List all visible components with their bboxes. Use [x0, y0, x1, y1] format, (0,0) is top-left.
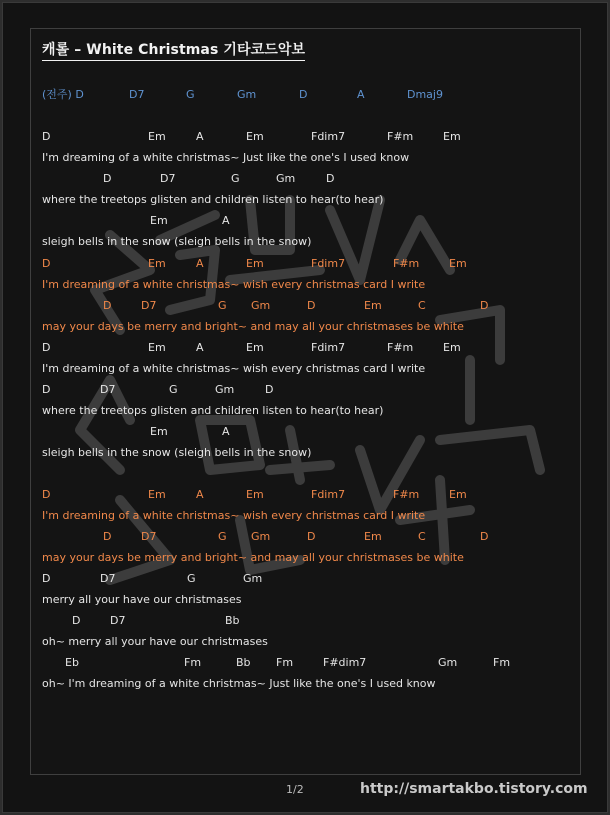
chord: D7	[141, 299, 157, 312]
chord: F#m	[387, 341, 414, 354]
chord: Gm	[237, 88, 257, 101]
chord: Fdim7	[311, 341, 346, 354]
chord: D	[42, 383, 51, 396]
lyric-line	[0, 234, 560, 250]
chord: D	[307, 299, 316, 312]
lyric-line	[0, 361, 560, 377]
lyric-text: merry all your have our christmases	[42, 593, 242, 606]
chord: G	[218, 530, 227, 543]
lyric-line	[0, 445, 560, 461]
chord: D	[307, 530, 316, 543]
chord: Gm	[243, 572, 263, 585]
chord: Em	[246, 257, 264, 270]
chord: Em	[148, 130, 166, 143]
chord: A	[222, 214, 230, 227]
chord: Em	[443, 341, 461, 354]
chord: Fdim7	[311, 488, 346, 501]
chord: Em	[449, 488, 467, 501]
lyric-line	[0, 403, 560, 419]
chord: D7	[100, 572, 116, 585]
chord: D7	[100, 383, 116, 396]
chord: Fm	[276, 656, 294, 669]
chord: Bb	[236, 656, 251, 669]
lyric-line	[0, 319, 560, 335]
chord: Gm	[438, 656, 458, 669]
lyric-line	[0, 676, 560, 692]
lyric-line	[0, 150, 560, 166]
chord-line	[0, 487, 560, 503]
chord: D	[299, 88, 308, 101]
page-title: 캐롤 – White Christmas 기타코드악보	[42, 39, 305, 61]
chord: D	[480, 299, 489, 312]
chord: F#m	[387, 130, 414, 143]
chord: D7	[141, 530, 157, 543]
chord: A	[196, 130, 204, 143]
chord-line	[0, 340, 560, 356]
chord: Gm	[251, 530, 271, 543]
chord: Em	[246, 488, 264, 501]
lyric-line	[0, 277, 560, 293]
chord: D	[42, 257, 51, 270]
lyric-line	[0, 508, 560, 524]
chord: Em	[246, 341, 264, 354]
chord: F#m	[393, 257, 420, 270]
chord: Fdim7	[311, 130, 346, 143]
lyric-text: where the treetops glisten and children listen to hear(to hear)	[42, 404, 384, 417]
chord: Em	[443, 130, 461, 143]
chord-line	[0, 424, 560, 440]
chord: A	[357, 88, 365, 101]
chord: D	[326, 172, 335, 185]
chord-line	[0, 298, 560, 314]
chord: Em	[148, 257, 166, 270]
chord-line	[0, 129, 560, 145]
chord: D	[480, 530, 489, 543]
chord: Fm	[184, 656, 202, 669]
chord-line	[0, 382, 560, 398]
chord: Em	[364, 530, 382, 543]
chord: (전주) D	[42, 88, 84, 101]
chord: Em	[246, 130, 264, 143]
lyric-text: sleigh bells in the snow (sleigh bells in the snow)	[42, 446, 312, 459]
chord: A	[196, 257, 204, 270]
chord: Eb	[65, 656, 79, 669]
chord: D	[72, 614, 81, 627]
lyric-text: I'm dreaming of a white christmas~ wish every christmas card I write	[42, 278, 426, 291]
chord: A	[196, 341, 204, 354]
lyric-text: I'm dreaming of a white christmas~ Just like the one's I used know	[42, 151, 410, 164]
chord: Fdim7	[311, 257, 346, 270]
lyric-text: oh~ merry all your have our christmases	[42, 635, 268, 648]
chord: F#m	[393, 488, 420, 501]
lyric-line	[0, 550, 560, 566]
chord: A	[196, 488, 204, 501]
chord: Em	[150, 425, 168, 438]
chord-line	[0, 613, 560, 629]
chord: D	[42, 341, 51, 354]
chord: D7	[160, 172, 176, 185]
page-number: 1/2	[286, 783, 304, 796]
chord: Gm	[276, 172, 296, 185]
intro-chord-line	[0, 87, 560, 103]
lyric-text: oh~ I'm dreaming of a white christmas~ Just like the one's I used know	[42, 677, 436, 690]
site-url: http://smartakbo.tistory.com	[360, 781, 588, 797]
chord-line	[0, 529, 560, 545]
chord: Gm	[251, 299, 271, 312]
lyric-text: sleigh bells in the snow (sleigh bells in the snow)	[42, 235, 312, 248]
chord-line	[0, 171, 560, 187]
chord: D7	[129, 88, 145, 101]
chord-line	[0, 213, 560, 229]
chord: Dmaj9	[407, 88, 443, 101]
lyric-text: where the treetops glisten and children listen to hear(to hear)	[42, 193, 384, 206]
lyric-line	[0, 634, 560, 650]
chord: C	[418, 299, 426, 312]
chord: Em	[148, 488, 166, 501]
chord: D	[103, 299, 112, 312]
chord: Bb	[225, 614, 240, 627]
chord: Gm	[215, 383, 235, 396]
chord-line	[0, 655, 560, 671]
chord: G	[231, 172, 240, 185]
chord: D	[42, 572, 51, 585]
chord: D	[42, 130, 51, 143]
lyric-text: may your days be merry and bright~ and may all your christmases be white	[42, 551, 464, 564]
chord: D	[42, 488, 51, 501]
chord: D	[103, 172, 112, 185]
chord-line	[0, 571, 560, 587]
chord: C	[418, 530, 426, 543]
chord: G	[187, 572, 196, 585]
chord: A	[222, 425, 230, 438]
lyric-text: I'm dreaming of a white christmas~ wish every christmas card I write	[42, 362, 426, 375]
chord: D	[103, 530, 112, 543]
chord-line	[0, 256, 560, 272]
chord: Em	[148, 341, 166, 354]
chord: F#dim7	[323, 656, 367, 669]
chord: Em	[364, 299, 382, 312]
chord: Em	[449, 257, 467, 270]
lyric-text: may your days be merry and bright~ and may all your christmases be white	[42, 320, 464, 333]
lyric-line	[0, 592, 560, 608]
lyric-text: I'm dreaming of a white christmas~ wish every christmas card I write	[42, 509, 426, 522]
chord: Fm	[493, 656, 511, 669]
chord: G	[186, 88, 195, 101]
chord: D	[265, 383, 274, 396]
chord: D7	[110, 614, 126, 627]
chord: Em	[150, 214, 168, 227]
lyric-line	[0, 192, 560, 208]
chord: G	[169, 383, 178, 396]
chord: G	[218, 299, 227, 312]
